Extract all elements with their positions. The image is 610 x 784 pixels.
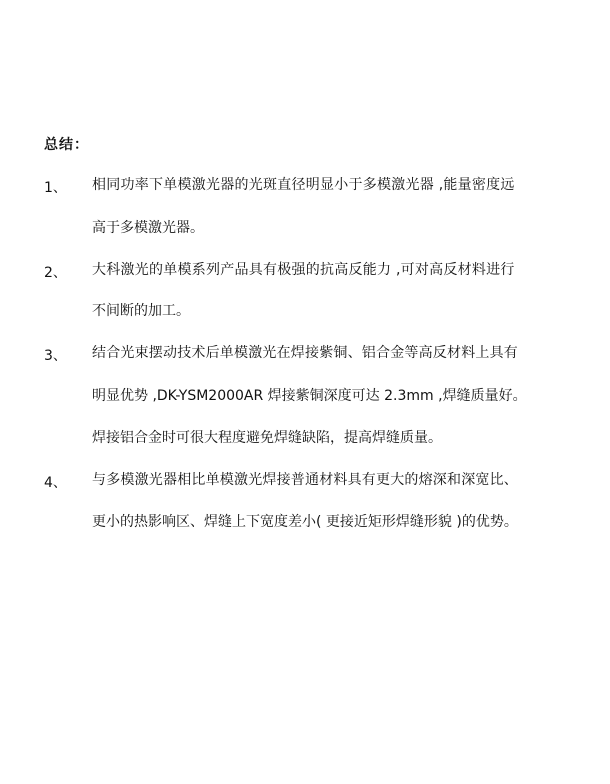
- item-1-number: 1、: [44, 180, 67, 196]
- item-4-number: 4、: [44, 475, 67, 491]
- item-2-number: 2、: [44, 265, 67, 281]
- item-3-line-1: 结合光束摆动技术后单模激光在焊接紫铜、铝合金等高反材料上具有: [92, 345, 518, 361]
- item-4-line-2: 更小的热影响区、焊缝上下宽度差小( 更接近矩形焊缝形貌 )的优势。: [92, 514, 518, 530]
- item-2-line-2: 不间断的加工。: [92, 303, 190, 319]
- item-2-line-1: 大科激光的单模系列产品具有极强的抗高反能力 ,可对高反材料进行: [92, 262, 515, 278]
- item-4-line-1: 与多模激光器相比单模激光焊接普通材料具有更大的熔深和深宽比、: [92, 472, 518, 488]
- item-3-line-2: 明显优势 ,DK-YSM2000AR 焊接紫铜深度可达 2.3mm ,焊缝质量好。: [92, 388, 527, 404]
- summary-heading: 总结：: [44, 137, 89, 153]
- item-3-line-3: 焊接铝合金时可很大程度避免焊缝缺陷，提高焊缝质量。: [92, 430, 442, 446]
- item-3-number: 3、: [44, 348, 67, 364]
- item-1-line-1: 相同功率下单模激光器的光斑直径明显小于多模激光器 ,能量密度远: [92, 177, 515, 193]
- item-1-line-2: 高于多模激光器。: [92, 220, 204, 236]
